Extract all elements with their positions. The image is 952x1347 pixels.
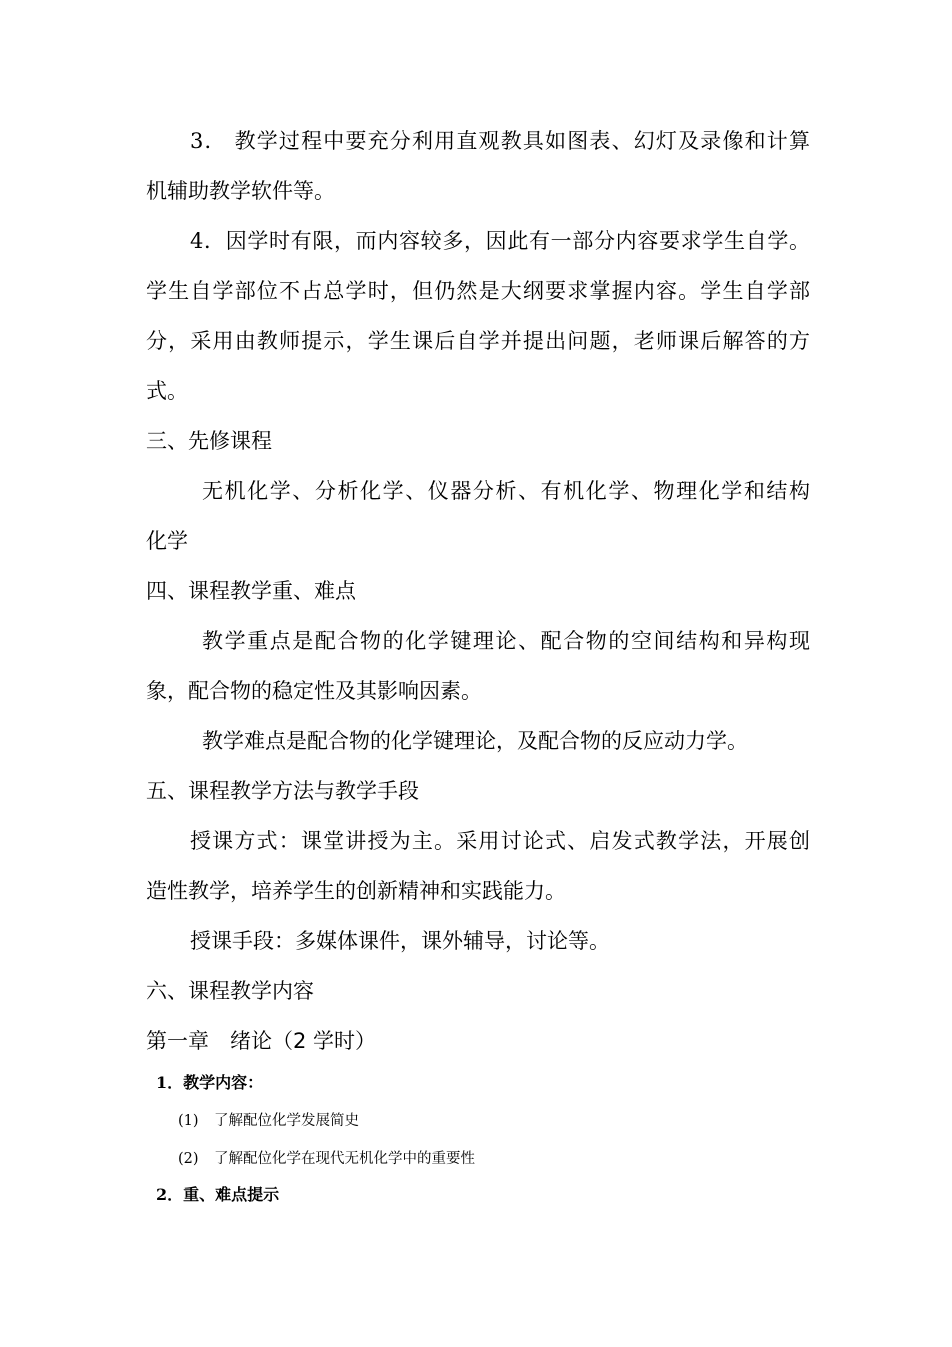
section-heading-content: 六、课程教学内容	[146, 979, 314, 1003]
methods-line-2: 造性教学，培养学生的创新精神和实践能力。	[146, 879, 566, 903]
prerequisites-line-1: 无机化学、分析化学、仪器分析、有机化学、物理化学和结构	[202, 479, 810, 503]
methods-line-1: 授课方式：课堂讲授为主。采用讨论式、启发式教学法，开展创	[190, 829, 810, 853]
chapter-1-title: 第一章 绪论（2 学时）	[146, 1029, 377, 1053]
list-item	[178, 1110, 359, 1132]
list-item	[178, 1148, 475, 1170]
prerequisites-line-2: 化学	[146, 529, 188, 553]
paragraph-3-line-2: 机辅助教学软件等。	[146, 179, 335, 203]
list-item-number: (1)	[178, 1113, 199, 1129]
methods-line-3: 授课手段：多媒体课件，课外辅导，讨论等。	[190, 929, 610, 953]
list-item-text: 了解配位化学在现代无机化学中的重要性	[214, 1151, 475, 1167]
chapter-1-key-points-heading: 2．重、难点提示	[156, 1185, 280, 1204]
paragraph-4-line-1: 4．因学时有限，而内容较多，因此有一部分内容要求学生自学。	[190, 229, 810, 253]
section-heading-key-points: 四、课程教学重、难点	[146, 579, 356, 603]
section-heading-prerequisites: 三、先修课程	[146, 429, 272, 453]
paragraph-3-line-1: 3． 教学过程中要充分利用直观教具如图表、幻灯及录像和计算	[190, 129, 810, 153]
key-points-line-2: 象，配合物的稳定性及其影响因素。	[146, 679, 482, 703]
list-item-number: (2)	[178, 1151, 199, 1167]
paragraph-4-line-4: 式。	[146, 379, 188, 403]
chapter-1-content-heading: 1．教学内容：	[156, 1073, 264, 1092]
key-points-line-3: 教学难点是配合物的化学键理论，及配合物的反应动力学。	[202, 729, 748, 753]
list-item-text: 了解配位化学发展简史	[214, 1113, 359, 1129]
key-points-line-1: 教学重点是配合物的化学键理论、配合物的空间结构和异构现	[202, 629, 810, 653]
paragraph-4-line-2: 学生自学部位不占总学时，但仍然是大纲要求掌握内容。学生自学部	[146, 279, 810, 303]
paragraph-4-line-3: 分，采用由教师提示，学生课后自学并提出问题，老师课后解答的方	[146, 329, 810, 353]
section-heading-methods: 五、课程教学方法与教学手段	[146, 779, 419, 803]
